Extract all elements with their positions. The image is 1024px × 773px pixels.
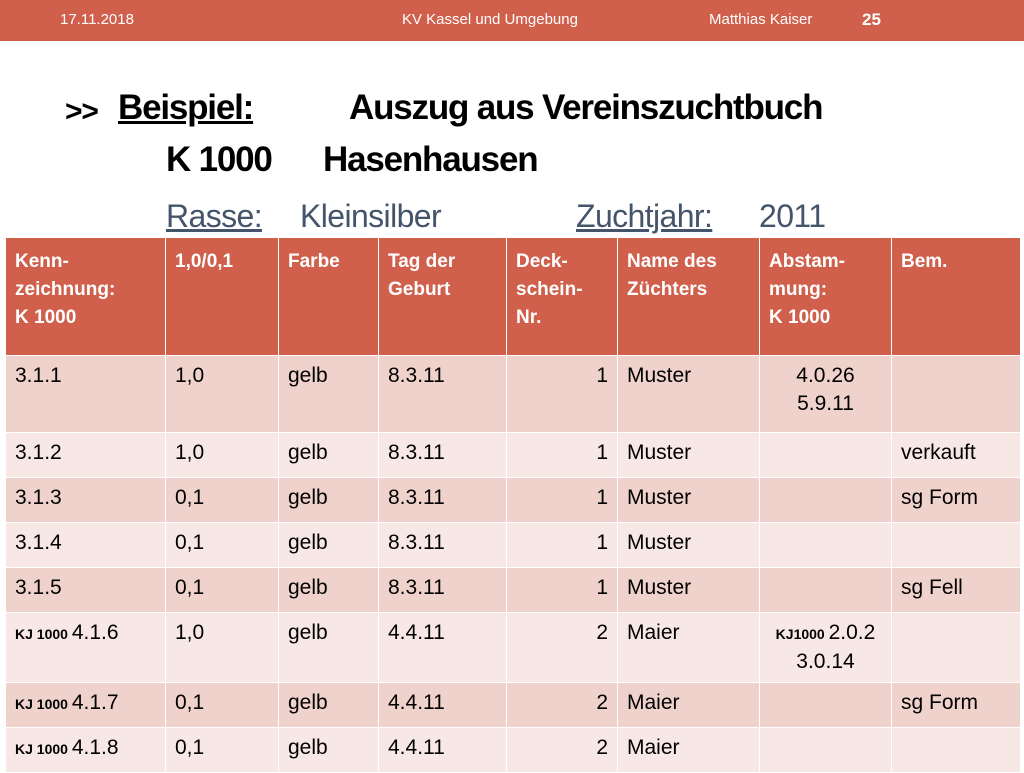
cell-geschlecht: 1,0 xyxy=(166,433,279,478)
cell-geburt: 4.4.11 xyxy=(379,683,507,728)
cell-kennzeichnung: 3.1.1 xyxy=(6,356,166,433)
slide-date: 17.11.2018 xyxy=(60,11,134,28)
cell-deckschein: 2 xyxy=(507,683,618,728)
column-header: Deck- schein- Nr. xyxy=(507,238,618,356)
cell-abstammung xyxy=(760,523,892,568)
table-row xyxy=(6,356,1021,433)
cell-kennzeichnung: 3.1.3 xyxy=(6,478,166,523)
subtitle-zuchtjahr-label: Zuchtjahr: xyxy=(576,198,713,234)
cell-bemerkung xyxy=(892,728,1021,773)
cell-geschlecht: 0,1 xyxy=(166,683,279,728)
cell-abstammung: 4.0.26 5.9.11 xyxy=(760,356,892,433)
title-auszug: Auszug aus Vereinszuchtbuch xyxy=(349,88,823,127)
cell-farbe: gelb xyxy=(279,433,379,478)
cell-deckschein: 2 xyxy=(507,613,618,683)
cell-abstammung xyxy=(760,433,892,478)
table-row xyxy=(6,613,1021,683)
cell-geburt: 4.4.11 xyxy=(379,613,507,683)
zuchtbuch-table xyxy=(5,237,1021,773)
cell-deckschein: 1 xyxy=(507,568,618,613)
subtitle-zuchtjahr-value: 2011 xyxy=(759,198,826,234)
table-row xyxy=(6,728,1021,773)
cell-farbe: gelb xyxy=(279,613,379,683)
slide-header-bar xyxy=(0,0,1024,41)
cell-farbe: gelb xyxy=(279,478,379,523)
cell-geburt: 4.4.11 xyxy=(379,728,507,773)
cell-farbe: gelb xyxy=(279,683,379,728)
cell-abstammung xyxy=(760,683,892,728)
cell-kennzeichnung: KJ 1000 4.1.7 xyxy=(6,683,166,728)
cell-deckschein: 1 xyxy=(507,356,618,433)
cell-zuechter: Maier xyxy=(618,683,760,728)
cell-id-prefix: KJ 1000 xyxy=(15,696,72,712)
column-header: Kenn- zeichnung: K 1000 xyxy=(6,238,166,356)
cell-bemerkung: sg Form xyxy=(892,478,1021,523)
cell-zuechter: Muster xyxy=(618,568,760,613)
cell-farbe: gelb xyxy=(279,356,379,433)
slide-center-title: KV Kassel und Umgebung xyxy=(402,11,578,28)
cell-bemerkung xyxy=(892,523,1021,568)
cell-abstammung: KJ1000 2.0.2 3.0.14 xyxy=(760,613,892,683)
table-row xyxy=(6,523,1021,568)
cell-geburt: 8.3.11 xyxy=(379,356,507,433)
column-header: Farbe xyxy=(279,238,379,356)
table-header-row xyxy=(6,238,1021,356)
table-row xyxy=(6,568,1021,613)
cell-geburt: 8.3.11 xyxy=(379,478,507,523)
column-header: Tag der Geburt xyxy=(379,238,507,356)
title-beispiel: Beispiel: xyxy=(118,88,254,127)
cell-kennzeichnung: 3.1.5 xyxy=(6,568,166,613)
column-header: Name des Züchters xyxy=(618,238,760,356)
cell-zuechter: Muster xyxy=(618,523,760,568)
subtitle-rasse-label: Rasse: xyxy=(166,198,262,234)
slide-author: Matthias Kaiser xyxy=(709,11,813,28)
table-body xyxy=(6,356,1021,773)
column-header: Bem. xyxy=(892,238,1021,356)
cell-deckschein: 1 xyxy=(507,523,618,568)
subtitle-rasse-value: Kleinsilber xyxy=(300,198,442,234)
cell-geburt: 8.3.11 xyxy=(379,523,507,568)
cell-abst-prefix: KJ1000 xyxy=(775,626,829,642)
cell-geburt: 8.3.11 xyxy=(379,568,507,613)
table-row xyxy=(6,433,1021,478)
cell-kennzeichnung: 3.1.4 xyxy=(6,523,166,568)
column-header: 1,0/0,1 xyxy=(166,238,279,356)
cell-geschlecht: 0,1 xyxy=(166,478,279,523)
cell-geschlecht: 0,1 xyxy=(166,728,279,773)
cell-deckschein: 1 xyxy=(507,478,618,523)
cell-bemerkung xyxy=(892,356,1021,433)
cell-zuechter: Muster xyxy=(618,356,760,433)
cell-deckschein: 2 xyxy=(507,728,618,773)
cell-farbe: gelb xyxy=(279,523,379,568)
cell-kennzeichnung: KJ 1000 4.1.6 xyxy=(6,613,166,683)
cell-kennzeichnung: KJ 1000 4.1.8 xyxy=(6,728,166,773)
cell-zuechter: Maier xyxy=(618,728,760,773)
table-row xyxy=(6,478,1021,523)
cell-bemerkung: sg Form xyxy=(892,683,1021,728)
cell-kennzeichnung: 3.1.2 xyxy=(6,433,166,478)
cell-geburt: 8.3.11 xyxy=(379,433,507,478)
cell-id-prefix: KJ 1000 xyxy=(15,741,72,757)
title-prefix: >> xyxy=(65,95,98,128)
slide-page-number: 25 xyxy=(862,10,881,29)
cell-id-prefix: KJ 1000 xyxy=(15,626,72,642)
cell-zuechter: Maier xyxy=(618,613,760,683)
cell-farbe: gelb xyxy=(279,728,379,773)
cell-zuechter: Muster xyxy=(618,478,760,523)
cell-geschlecht: 1,0 xyxy=(166,613,279,683)
cell-bemerkung: verkauft xyxy=(892,433,1021,478)
table-row xyxy=(6,683,1021,728)
cell-bemerkung: sg Fell xyxy=(892,568,1021,613)
cell-bemerkung xyxy=(892,613,1021,683)
cell-geschlecht: 0,1 xyxy=(166,523,279,568)
cell-zuechter: Muster xyxy=(618,433,760,478)
title-hasenhausen: Hasenhausen xyxy=(323,140,538,179)
cell-abstammung xyxy=(760,568,892,613)
title-k1000: K 1000 xyxy=(166,140,272,179)
cell-geschlecht: 1,0 xyxy=(166,356,279,433)
cell-abstammung xyxy=(760,478,892,523)
cell-deckschein: 1 xyxy=(507,433,618,478)
column-header: Abstam- mung: K 1000 xyxy=(760,238,892,356)
cell-abstammung xyxy=(760,728,892,773)
cell-geschlecht: 0,1 xyxy=(166,568,279,613)
cell-farbe: gelb xyxy=(279,568,379,613)
